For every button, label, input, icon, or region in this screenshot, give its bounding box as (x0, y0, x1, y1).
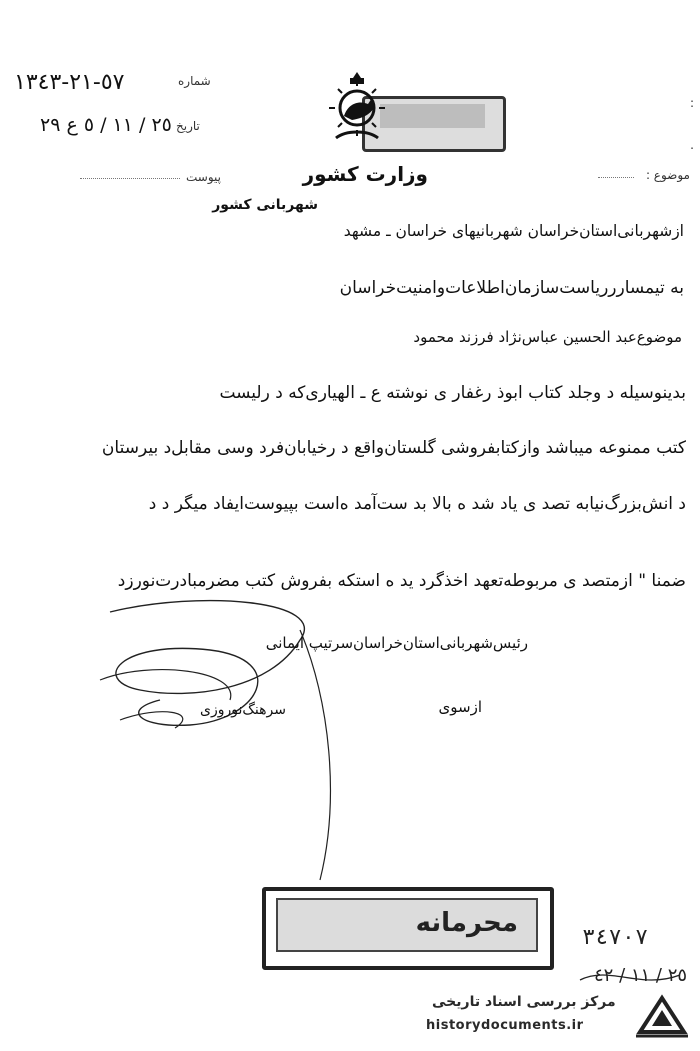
subject-line: موضوع‌عبد الحسین عباس‌نژاد فرزند محمود (413, 328, 682, 346)
body-paragraph-line-3: د انش‌بزرگ‌نیابه تصد ی یاد شد ه بالا بد ست‌آمد ه‌است بپیوست‌ایفاد میگر د د (148, 494, 686, 514)
signature-title: رئیس‌شهربانی‌استان‌خراسان‌سرتیپ ایمانی (265, 634, 528, 652)
confidential-stamp-text: محرمانه (415, 908, 518, 938)
date-label: تاریخ (176, 119, 200, 133)
document-date: ٢٥ / ١١ / ٥ ع ٢٩ (40, 114, 172, 136)
subject-dotted-line (598, 177, 634, 178)
police-heading: شهربانی کشور (212, 197, 318, 213)
signature-name: سرهنگ‌نوروزی (200, 702, 286, 718)
subject-label: موضوع : (645, 168, 690, 182)
document-number: ٥٧-٢١-١٣٤٣ (14, 70, 125, 95)
registry-number: ٣٤٧٠٧ (582, 925, 649, 950)
watermark-name: مرکز بررسی اسناد تاریخی (432, 994, 616, 1010)
registry-date: ٢٥ / ١١ / ٤٢ (594, 965, 688, 986)
right-margin-marks: : . (689, 96, 694, 152)
on-behalf-label: ازسوی (438, 698, 482, 716)
attachment-label: پیوست (186, 170, 221, 184)
body-paragraph-line-4: ضمنا " ازمتصد ی مربوطه‌تعهد اخذگرد ید ه استکه بفروش کتب مضرمبادرت‌نورزد (117, 571, 686, 591)
lion-and-sun-emblem-icon (322, 68, 392, 148)
watermark-url: historydocuments.ir (426, 1018, 584, 1033)
body-paragraph-line-2: کتب ممنوعه میباشد وازکتابفروشی گلستان‌واقع د رخیابان‌فرد وسی مقابل‌د بیرستان (101, 438, 686, 458)
to-line: به تیمساررریاست‌سازمان‌اطلاعات‌وامنیت‌خراسان (339, 278, 684, 298)
top-stamp-inner (380, 104, 485, 128)
attachment-dotted-line (80, 178, 180, 179)
number-label: شماره (178, 74, 211, 88)
ministry-title: وزارت کشور (302, 162, 428, 186)
body-paragraph-line-1: بدینوسیله د وجلد کتاب ابوذ رغفار ی نوشته ع ـ الهیاری‌که د رلیست (219, 383, 686, 403)
archive-logo-icon (634, 992, 690, 1038)
from-line: ازشهربانی‌استان‌خراسان شهربانیهای خراسان ـ مشهد (343, 222, 684, 240)
